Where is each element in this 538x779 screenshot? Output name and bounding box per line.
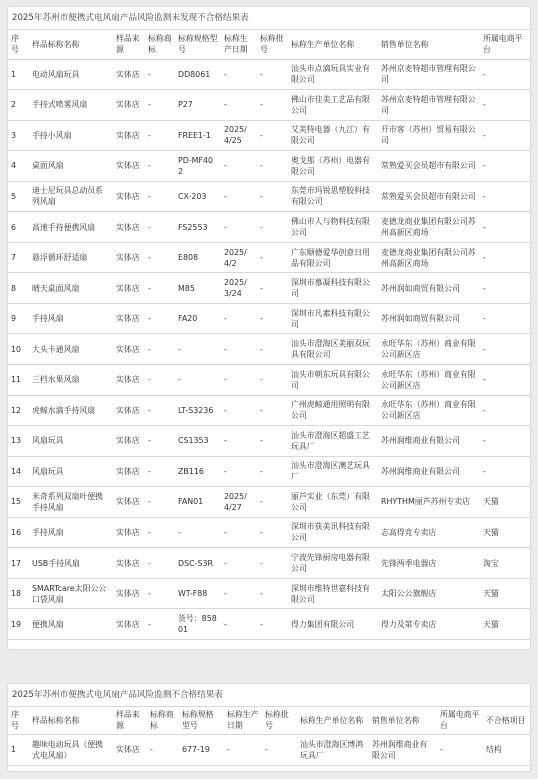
- table-cell: -: [145, 242, 175, 273]
- table-cell: WT-F88: [175, 578, 221, 609]
- table-cell: 苏州润维商业有限公司: [378, 426, 480, 457]
- table-cell: 手持小风扇: [29, 120, 113, 151]
- table-cell: 深圳市慕凝科技有限公司: [288, 273, 378, 304]
- table-cell: -: [257, 487, 288, 518]
- table-cell: -: [221, 548, 257, 579]
- table-cell: -: [221, 517, 257, 548]
- table-cell: 2: [8, 90, 29, 121]
- table-cell: CS1353: [175, 426, 221, 457]
- table-row: [8, 578, 530, 609]
- table-cell: -: [480, 364, 530, 395]
- table-row: [8, 456, 530, 487]
- table-cell: 实体店: [113, 90, 145, 121]
- table-cell: -: [480, 334, 530, 365]
- table-cell: 东莞市玛锐思塑胶科技有限公司: [288, 181, 378, 212]
- table-cell: 19: [8, 609, 29, 640]
- table-cell: -: [147, 734, 179, 765]
- table-row: [8, 273, 530, 304]
- table-row: [8, 120, 530, 151]
- table-row: [8, 487, 530, 518]
- table-cell: 先锋两季电器店: [378, 548, 480, 579]
- table-row: [8, 303, 530, 334]
- table-cell: 手持式喷雾风扇: [29, 90, 113, 121]
- table-cell: -: [145, 426, 175, 457]
- table-row: [8, 609, 530, 640]
- table-cell: -: [257, 456, 288, 487]
- table-cell: 奥戈那（苏州）电器有限公司: [288, 151, 378, 182]
- table-cell: -: [257, 151, 288, 182]
- table-row: [8, 548, 530, 579]
- table-cell: 佛山市人与物科技有限公司: [288, 212, 378, 243]
- table-cell: 2025/3/24: [221, 273, 257, 304]
- column-header: 标称批号: [257, 30, 288, 59]
- table-cell: 实体店: [113, 517, 145, 548]
- table-cell: -: [257, 181, 288, 212]
- table-cell: FAN01: [175, 487, 221, 518]
- table-cell: DD8061: [175, 59, 221, 90]
- table-cell: 麦德龙商业集团有限公司苏州高新区商场: [378, 242, 480, 273]
- table-cell: 开市客（苏州）贸易有限公司: [378, 120, 480, 151]
- table-cell: 淘宝: [480, 548, 530, 579]
- table-cell: 苏州润如商贸有限公司: [378, 273, 480, 304]
- table-cell: FA20: [175, 303, 221, 334]
- table-row: [8, 517, 530, 548]
- table-cell: 汕头市澄海区博鸿玩具厂: [297, 734, 369, 765]
- table-cell: -: [480, 303, 530, 334]
- table-cell: E808: [175, 242, 221, 273]
- table-cell: 电动风扇玩具: [29, 59, 113, 90]
- table-cell: -: [257, 334, 288, 365]
- table-cell: -: [257, 364, 288, 395]
- table-cell: -: [257, 212, 288, 243]
- table-cell: -: [221, 334, 257, 365]
- table-cell: FREE1-1: [175, 120, 221, 151]
- table-cell: 志高得竞专卖店: [378, 517, 480, 548]
- table-cell: -: [480, 426, 530, 457]
- table-cell: -: [175, 364, 221, 395]
- table-cell: 天猫: [480, 517, 530, 548]
- table-cell: 实体店: [113, 334, 145, 365]
- table-cell: 苏州润维商业有限公司: [369, 734, 437, 765]
- table-cell: 迪士尼玩具总动员系列风扇: [29, 181, 113, 212]
- column-header: 不合格项目: [483, 707, 530, 734]
- table-cell: 1: [8, 734, 29, 765]
- table-cell: RHYTHM丽芦苏州专卖店: [378, 487, 480, 518]
- table-cell: 15: [8, 487, 29, 518]
- table-cell: 5: [8, 181, 29, 212]
- table-cell: -: [145, 364, 175, 395]
- table-cell: -: [224, 734, 262, 765]
- table-row: [8, 426, 530, 457]
- column-header: 标称商标: [145, 30, 175, 59]
- table-cell: 货号：85801: [175, 609, 221, 640]
- table-cell: -: [257, 395, 288, 426]
- table-cell: -: [145, 548, 175, 579]
- table-cell: 永旺华东（苏州）商业有限公司新区店: [378, 395, 480, 426]
- table-cell: CX-203: [175, 181, 221, 212]
- table-cell: -: [221, 364, 257, 395]
- table-cell: 汕头市澄海区美丽双玩具有限公司: [288, 334, 378, 365]
- table-row: [8, 59, 530, 90]
- table-cell: 虎鲸水滴手持风扇: [29, 395, 113, 426]
- table-cell: -: [257, 90, 288, 121]
- table-cell: -: [145, 334, 175, 365]
- table-cell: 实体店: [113, 609, 145, 640]
- column-header: 标称生产日期: [224, 707, 262, 734]
- table-cell: -: [480, 90, 530, 121]
- column-header: 销售单位名称: [369, 707, 437, 734]
- passing-results-table: [8, 30, 530, 640]
- table-cell: 高速手持便携风扇: [29, 212, 113, 243]
- table-cell: -: [221, 59, 257, 90]
- table-header-row: [8, 707, 530, 734]
- column-header: 序号: [8, 707, 29, 734]
- table-cell: -: [221, 151, 257, 182]
- table-cell: -: [145, 517, 175, 548]
- table-cell: 实体店: [113, 456, 145, 487]
- table-cell: 2025/4/25: [221, 120, 257, 151]
- table-cell: 丽芦实业（东莞）有限公司: [288, 487, 378, 518]
- column-header: 标称批号: [262, 707, 297, 734]
- table-cell: 17: [8, 548, 29, 579]
- table-cell: -: [437, 734, 483, 765]
- table-cell: -: [145, 609, 175, 640]
- table-cell: 实体店: [113, 487, 145, 518]
- table-cell: 汕头市澄海区澳艺玩具厂: [288, 456, 378, 487]
- table-cell: 汕头市澄海区超盛工艺玩具厂: [288, 426, 378, 457]
- table-cell: -: [257, 578, 288, 609]
- table-cell: USB手持风扇: [29, 548, 113, 579]
- table-cell: 实体店: [113, 364, 145, 395]
- column-header: 标称商标: [147, 707, 179, 734]
- table-cell: -: [145, 212, 175, 243]
- failing-results-title: 2025年苏州市便携式电风扇产品风险监测不合格结果表: [8, 684, 530, 707]
- table-cell: 永旺华东（苏州）商业有限公司新区店: [378, 334, 480, 365]
- table-cell: -: [145, 395, 175, 426]
- table-cell: PD-MF402: [175, 151, 221, 182]
- table-cell: 18: [8, 578, 29, 609]
- table-cell: 广东顺德爱华创意日用品有限公司: [288, 242, 378, 273]
- table-row: [8, 364, 530, 395]
- table-cell: 趣味电动玩具（便携式电风扇）: [29, 734, 113, 765]
- table-cell: 苏州润如商贸有限公司: [378, 303, 480, 334]
- table-cell: -: [145, 151, 175, 182]
- column-header: 样品来源: [113, 30, 145, 59]
- table-cell: 11: [8, 364, 29, 395]
- table-cell: 实体店: [113, 120, 145, 151]
- column-header: 样品标称名称: [29, 30, 113, 59]
- table-cell: -: [257, 548, 288, 579]
- column-header: 标称规格型号: [179, 707, 224, 734]
- table-cell: -: [480, 212, 530, 243]
- table-cell: -: [221, 303, 257, 334]
- table-row: [8, 90, 530, 121]
- table-row: [8, 151, 530, 182]
- table-cell: 实体店: [113, 548, 145, 579]
- table-cell: -: [480, 273, 530, 304]
- table-cell: -: [480, 456, 530, 487]
- table-row: [8, 334, 530, 365]
- table-cell: 风扇玩具: [29, 426, 113, 457]
- table-cell: 麦德龙商业集团有限公司苏州高新区商场: [378, 212, 480, 243]
- table-cell: 米奇系列双扇叶便携手持风扇: [29, 487, 113, 518]
- table-row: [8, 395, 530, 426]
- table-cell: 悬浮循环舒适扇: [29, 242, 113, 273]
- table-cell: 实体店: [113, 212, 145, 243]
- table-cell: 7: [8, 242, 29, 273]
- table-cell: 4: [8, 151, 29, 182]
- table-cell: 手持风扇: [29, 517, 113, 548]
- table-cell: 实体店: [113, 151, 145, 182]
- table-cell: 实体店: [113, 734, 147, 765]
- table-cell: 深圳市获美讯科技有限公司: [288, 517, 378, 548]
- table-cell: -: [221, 181, 257, 212]
- table-cell: 常熟爱买会员超市有限公司: [378, 181, 480, 212]
- passing-results-title: 2025年苏州市便携式电风扇产品风险监测未发现不合格结果表: [8, 7, 530, 30]
- table-cell: 大头卡通风扇: [29, 334, 113, 365]
- table-cell: 苏州京麦特超市管理有限公司: [378, 59, 480, 90]
- table-cell: 苏州京麦特超市管理有限公司: [378, 90, 480, 121]
- table-cell: -: [221, 426, 257, 457]
- table-cell: -: [257, 517, 288, 548]
- table-cell: -: [257, 609, 288, 640]
- table-cell: SMARTcare太阳公公口袋风扇: [29, 578, 113, 609]
- column-header: 样品来源: [113, 707, 147, 734]
- table-cell: -: [145, 120, 175, 151]
- table-cell: 太阳公公旗舰店: [378, 578, 480, 609]
- table-cell: 8: [8, 273, 29, 304]
- table-cell: 汕头市点滴玩具实业有限公司: [288, 59, 378, 90]
- table-cell: -: [257, 426, 288, 457]
- table-cell: 便携风扇: [29, 609, 113, 640]
- table-cell: ZB116: [175, 456, 221, 487]
- table-row: [8, 734, 530, 765]
- passing-results-card: [7, 6, 531, 650]
- table-cell: -: [257, 273, 288, 304]
- table-cell: 晴天桌面风扇: [29, 273, 113, 304]
- table-cell: 2025/4/27: [221, 487, 257, 518]
- column-header: 标称生产单位名称: [288, 30, 378, 59]
- table-cell: -: [221, 90, 257, 121]
- table-header-row: [8, 30, 530, 59]
- table-cell: -: [257, 242, 288, 273]
- table-cell: -: [221, 609, 257, 640]
- table-cell: 实体店: [113, 303, 145, 334]
- table-cell: -: [221, 395, 257, 426]
- table-cell: 得力及第专卖店: [378, 609, 480, 640]
- table-cell: -: [145, 59, 175, 90]
- table-cell: P27: [175, 90, 221, 121]
- table-cell: 实体店: [113, 242, 145, 273]
- table-cell: LT-S3236: [175, 395, 221, 426]
- table-cell: -: [145, 181, 175, 212]
- table-cell: 实体店: [113, 426, 145, 457]
- table-cell: -: [145, 487, 175, 518]
- table-cell: 得力集团有限公司: [288, 609, 378, 640]
- column-header: 标称生产单位名称: [297, 707, 369, 734]
- table-row: [8, 212, 530, 243]
- table-cell: 6: [8, 212, 29, 243]
- failing-results-table: [8, 707, 530, 766]
- table-cell: -: [145, 273, 175, 304]
- table-cell: 桌面风扇: [29, 151, 113, 182]
- table-cell: 天猫: [480, 578, 530, 609]
- table-cell: -: [257, 120, 288, 151]
- table-cell: 苏州润维商业有限公司: [378, 456, 480, 487]
- table-cell: 实体店: [113, 273, 145, 304]
- table-cell: 风扇玩具: [29, 456, 113, 487]
- table-cell: 677-19: [179, 734, 224, 765]
- column-header: 销售单位名称: [378, 30, 480, 59]
- table-cell: 深圳市维特世嘉科技有限公司: [288, 578, 378, 609]
- table-cell: DSC-S3R: [175, 548, 221, 579]
- table-cell: 2025/4/2: [221, 242, 257, 273]
- table-cell: 广州虎鲸通用照明有限公司: [288, 395, 378, 426]
- table-cell: 实体店: [113, 181, 145, 212]
- table-cell: M85: [175, 273, 221, 304]
- table-row: [8, 242, 530, 273]
- table-cell: -: [221, 212, 257, 243]
- column-header: 标称生产日期: [221, 30, 257, 59]
- table-cell: FS2553: [175, 212, 221, 243]
- column-header: 所属电商平台: [480, 30, 530, 59]
- table-cell: 16: [8, 517, 29, 548]
- table-cell: -: [480, 59, 530, 90]
- table-cell: -: [145, 303, 175, 334]
- table-cell: 宁波先锋厨房电器有限公司: [288, 548, 378, 579]
- table-cell: -: [175, 517, 221, 548]
- table-cell: 实体店: [113, 59, 145, 90]
- table-cell: -: [175, 334, 221, 365]
- table-cell: -: [221, 456, 257, 487]
- table-cell: 天猫: [480, 609, 530, 640]
- table-cell: -: [145, 578, 175, 609]
- column-header: 样品标称名称: [29, 707, 113, 734]
- table-cell: 12: [8, 395, 29, 426]
- table-cell: 实体店: [113, 578, 145, 609]
- column-header: 序号: [8, 30, 29, 59]
- table-cell: 9: [8, 303, 29, 334]
- column-header: 所属电商平台: [437, 707, 483, 734]
- table-cell: -: [145, 456, 175, 487]
- table-cell: -: [480, 120, 530, 151]
- column-header: 标称规格型号: [175, 30, 221, 59]
- table-row: [8, 181, 530, 212]
- table-cell: 佛山市佳美工艺品有限公司: [288, 90, 378, 121]
- table-cell: 艾美特电器（九江）有限公司: [288, 120, 378, 151]
- table-cell: 永旺华东（苏州）商业有限公司新区店: [378, 364, 480, 395]
- table-cell: 实体店: [113, 395, 145, 426]
- table-cell: 汕头市朝东玩具有限公司: [288, 364, 378, 395]
- table-cell: 手持风扇: [29, 303, 113, 334]
- table-cell: -: [480, 181, 530, 212]
- table-cell: -: [480, 395, 530, 426]
- table-cell: 10: [8, 334, 29, 365]
- table-cell: 深圳市凡素科技有限公司: [288, 303, 378, 334]
- table-cell: 天猫: [480, 487, 530, 518]
- table-cell: 结构: [483, 734, 530, 765]
- table-cell: -: [480, 151, 530, 182]
- table-cell: -: [145, 90, 175, 121]
- table-cell: 三档水果风扇: [29, 364, 113, 395]
- table-cell: -: [221, 578, 257, 609]
- table-cell: -: [262, 734, 297, 765]
- table-cell: 14: [8, 456, 29, 487]
- table-cell: -: [257, 59, 288, 90]
- table-cell: -: [257, 303, 288, 334]
- table-cell: 3: [8, 120, 29, 151]
- table-cell: 13: [8, 426, 29, 457]
- table-cell: 常熟爱买会员超市有限公司: [378, 151, 480, 182]
- table-cell: -: [480, 242, 530, 273]
- failing-results-card: [7, 683, 531, 772]
- table-cell: 1: [8, 59, 29, 90]
